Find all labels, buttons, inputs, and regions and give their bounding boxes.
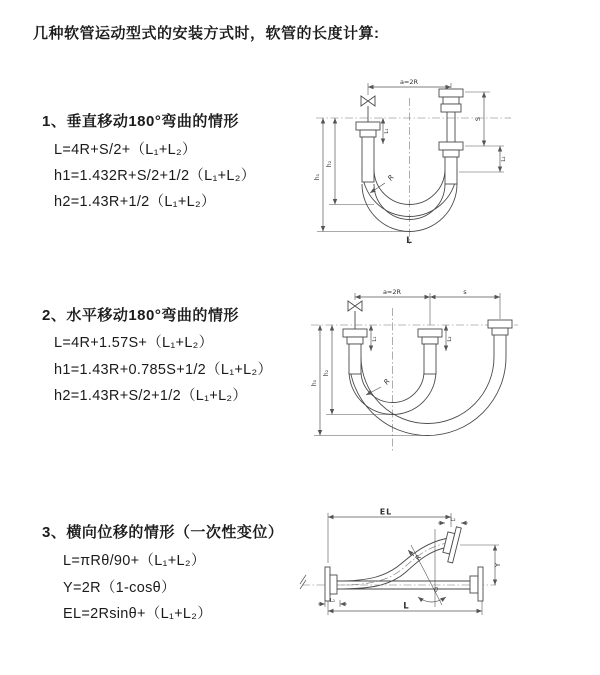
dim-label-stroke: s (463, 288, 467, 296)
dim-label-h2: h₂ (326, 160, 333, 168)
braided-hose-left (362, 137, 374, 182)
dim-label-l2: L₂ (501, 156, 507, 162)
section-1-formula-h2: h2=1.43R+1/2（L₁+L₂） (54, 194, 216, 210)
braided-hose-left (349, 344, 361, 374)
dim-label-span: a=2R (382, 288, 402, 296)
section-1-formula-l: L=4R+S/2+（L₁+L₂） (54, 142, 197, 158)
section-2-formula-l: L=4R+1.57S+（L₁+L₂） (54, 335, 214, 351)
dim-label-el: EL (379, 507, 393, 517)
dim-label-y: Y (494, 562, 502, 568)
section-1-heading: 1、垂直移动180°弯曲的情形 (42, 113, 239, 130)
angle-arc (418, 597, 446, 602)
flange-right-raised (439, 89, 463, 97)
section-3-formula-l: L=πRθ/90+（L₁+L₂） (63, 553, 206, 569)
dim-label-l2: L₂ (447, 336, 453, 342)
section-3-heading: 3、横向位移的情形（一次性变位） (42, 524, 284, 541)
flange-left (325, 567, 330, 601)
flange-left (343, 329, 367, 337)
dim-label-s: S (474, 116, 482, 122)
diagram-lateral-displacement (298, 503, 558, 651)
dim-label-h1: h₁ (311, 379, 318, 387)
hose-centerline (337, 543, 448, 585)
radius-leader (408, 550, 414, 556)
dim-label-l: L (403, 601, 409, 612)
diagram-horizontal-180-bend (303, 283, 543, 461)
radius-label: R (413, 553, 424, 562)
angle-label: θ (434, 586, 438, 594)
dim-label-l1: L₁ (384, 128, 390, 134)
valve-icon (361, 96, 375, 106)
flange-right-lower (439, 142, 463, 150)
section-1-formula-h1: h1=1.432R+S/2+1/2（L₁+L₂） (54, 168, 256, 184)
braided-hose-right (445, 157, 457, 184)
valve-icon (348, 301, 362, 311)
flange-right-displaced (441, 525, 461, 563)
page-title: 几种软管运动型式的安装方式时，软管的长度计算: (33, 25, 380, 42)
section-3-formula-el: EL=2Rsinθ+（L₁+L₂） (63, 606, 213, 622)
dim-label-h1: h₁ (314, 173, 321, 181)
radius-label: R (386, 173, 396, 183)
dim-label-h2: h₂ (323, 369, 330, 377)
flange-right (488, 320, 512, 328)
dim-label-l1: L₁ (372, 336, 378, 342)
section-2-heading: 2、水平移动180°弯曲的情形 (42, 307, 239, 324)
section-2-formula-h2: h2=1.43R+S/2+1/2（L₁+L₂） (54, 388, 248, 404)
length-label: L (406, 236, 412, 246)
flange-middle (418, 329, 442, 337)
dim-label-l2: L₂ (450, 517, 456, 523)
radius-label: R (382, 377, 392, 387)
hose-top-edge (337, 539, 446, 582)
diagram-vertical-180-bend (306, 72, 546, 257)
dim-label-span: a=2R (399, 78, 419, 86)
flange-right-original (478, 567, 483, 601)
break-mark (300, 575, 306, 589)
braided-hose-middle (424, 344, 436, 374)
dim-label-l1: L₁ (329, 598, 336, 604)
section-2-formula-h1: h1=1.43R+0.785S+1/2（L₁+L₂） (54, 362, 273, 378)
section-3-formula-y: Y=2R（1-cosθ） (63, 580, 176, 596)
hose-bottom-edge (337, 547, 449, 589)
flange-left (356, 122, 380, 130)
